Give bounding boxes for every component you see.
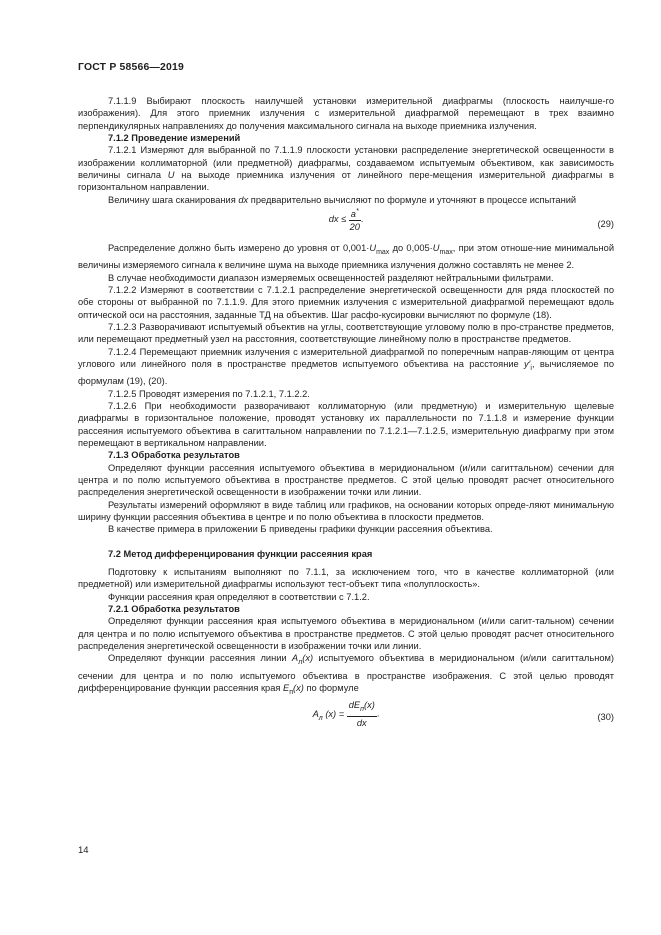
paragraph: Распределение должно быть измерено до уровня от $0,001\cdot U_{max}$ до $0,005\cdot U_{max}$, при этом отноше-ние минимальной величины измеряемого сигнала к величине шума на выходе приемника излучения должно составлять не менее 2. [78,243,615,271]
paragraph: 7.1.2.6 При необходимости разворачивают коллиматорную (или предметную) и измерительную щелевые диафрагмы в горизонтальное положение, проводят установку их параллельности по 7.1.1.8 и измерение функции рассеяния испытуемого объектива в сагиттальном направлении по 7.1.2.1—7.1.2.5, измерительную диафрагму при этом перемещают в вертикальном направлении. [78,400,614,448]
paragraph: 7.1.2.1 Измеряют для выбранной по 7.1.1.9 плоскости установки распределение энергетической освещенности в изображении коллиматорной (или предметной) диафрагмы, создаваемом испытуемым объективом, как зависимость величины сигнала U на выходе приемника излучения от линейного пере-мещения измерительной диафрагмы в горизонтальном направлении. [78,145,614,193]
formula-lhs: $A_л$ (x) = [312,708,345,722]
section-heading: 7.2.1 Обработка результатов [108,604,240,615]
document-body [78,95,614,735]
paragraph: 7.1.2.2 Измеряют в соответствии с 7.1.2.1 распределение энергетической освещенности для ряда плоскостей по обе стороны от выбранной по 7.1.1.9. Для этого приемник излучения с измерительной диафрагмой перемещают вдоль оптической оси на расстояния, заданные ТД на объектив. Шаг расфо-кусировки вычисляют по формуле (18). [78,284,614,320]
paragraph: 7.1.2.4 Перемещают приемник излучения с измерительной диафрагмой по поперечным направ-ляющим от центра углового или линейного поля в пространстве предметов испытуемого объектива на расстояние $y'_i$, вычисляемое по формулам (19), (20). [78,346,615,387]
formula-30: $A_л$ (x) = $\frac{dE_п(x)}{dx}$ . (30) [312,700,614,729]
formula-29: dx ≤ $\frac{a^*}{20}$ . (29) [328,208,614,233]
paragraph: Определяют функции рассеяния края испытуемого объектива в меридиональном (и/или сагит-тальном) сечении для центра и по полю испытуемого объектива в пространстве предметов. С этой целью проводят расчет относительного распределения энергетической освещенности в изображении точки или линии. [78,616,614,652]
paragraph: 7.1.2.5 Проводят измерения по 7.1.2.1, 7.1.2.2. [108,388,310,399]
paragraph: В качестве примера в приложении Б приведены графики функции рассеяния объектива. [108,524,493,535]
section-heading: 7.1.3 Обработка результатов [108,450,240,461]
paragraph: 7.1.2.3 Разворачивают испытуемый объектив на углы, соответствующие угловому полю в про-странстве предметов, или перемещают предметный узел на расстояния, соответствующие линейному полю в пространстве предметов. [78,322,614,345]
section-heading: 7.2 Метод дифференцирования функции рассеяния края [108,548,373,559]
paragraph: Определяют функции рассеяния линии $A_л(x)$ испытуемого объектива в меридиональном (и/или сагиттальном) сечении для центра и по полю испытуемого объектива в пространстве изображения. С этой целью проводят дифференцирование функции рассеяния края $E_п(x)$ по формуле [78,653,614,696]
paragraph: 7.1.1.9 Выбирают плоскость наилучшей установки измерительной диафрагмы (плоскость наилучше-го изображения). Для этого приемник излучения с измерительной диафрагмой перемещают в трех взаимно перпендикулярных направлениях до получения максимального сигнала на выходе приемника излучения. [78,96,614,131]
variable: dx [238,194,249,205]
paragraph: Результаты измерений оформляют в виде таблиц или графиков, на основании которых опреде-ляют минимальную ширину функции рассеяния объектива в центре и по полю объектива в плоскости предметов. [78,499,614,523]
paragraph: Функции рассеяния края определяют в соответствии с 7.1.2. [108,591,370,602]
paragraph: В случае необходимости диапазон измеряемых освещенностей разделяют нейтральными фильтрами. [108,272,554,283]
document-header: ГОСТ Р 58566—2019 [78,62,184,73]
paragraph: Подготовку к испытаниям выполняют по 7.1.1, за исключением того, что в качестве коллиматорной (или предметной) или измерительной диафрагмы используют тест-объект типа «полуплоскость». [78,567,614,590]
section-heading: 7.1.2 Проведение измерений [108,133,241,144]
formula-fraction: $\frac{dE_п(x)}{dx}$ [348,700,375,729]
paragraph: Величину шага сканирования dx предварительно вычисляют по формуле и уточняют в процессе испытаний [108,194,577,205]
page-number: 14 [78,845,89,856]
paragraph: Определяют функции рассеяния испытуемого объектива в меридиональном (и/или сагиттальном) сечении для центра и по полю испытуемого объектива в пространстве предметов. С этой целью проводят расчет относительного распределения энергетической освещенности в изображении точки или линии. [78,462,614,498]
formula-number: (30) [597,712,614,723]
formula-lhs: dx ≤ [328,214,347,225]
formula-fraction: $\frac{a^*}{20}$ [349,208,360,233]
formula-number: (29) [597,219,614,230]
variable: U [167,170,175,181]
